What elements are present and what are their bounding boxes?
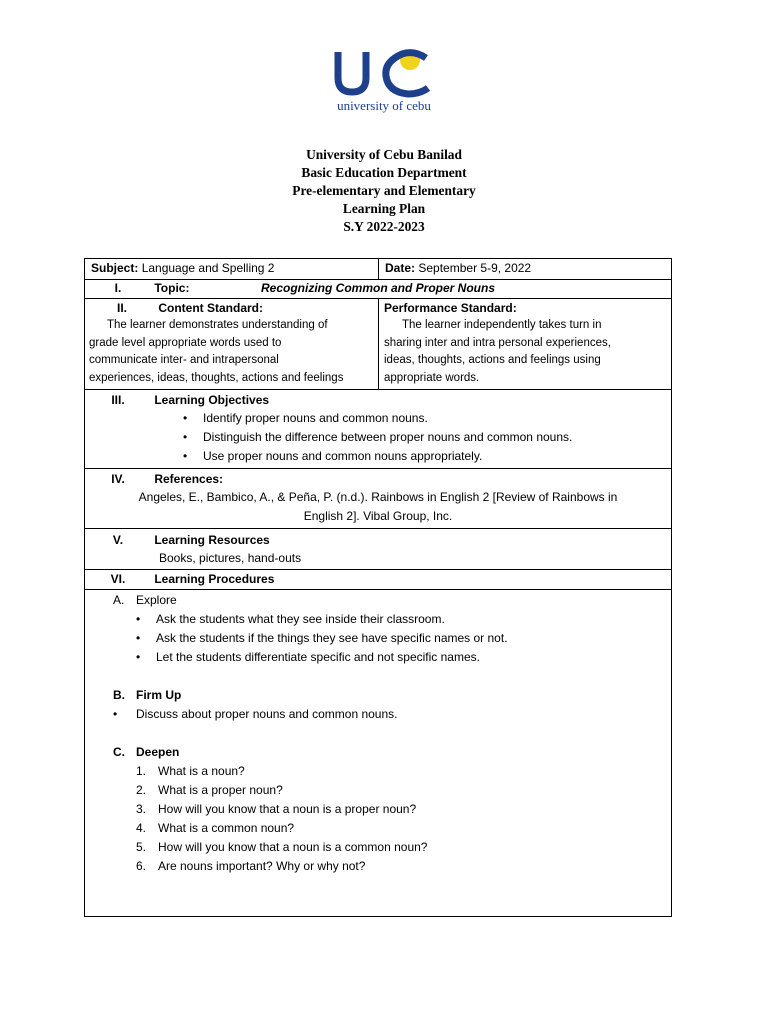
- subject-value: Language and Spelling 2: [141, 261, 275, 275]
- deepen-heading: [113, 743, 671, 762]
- deepen-item-text: What is a proper noun?: [158, 783, 283, 797]
- explore-item: • Let the students differentiate specific and not specific names.: [136, 648, 671, 667]
- firm-up-title: Firm Up: [136, 688, 182, 702]
- explore-list: [113, 610, 671, 667]
- deepen-list: [113, 762, 671, 876]
- deepen-item: [136, 800, 671, 819]
- objectives-row: [85, 390, 672, 469]
- deepen-item-text: How will you know that a noun is a proper noun?: [158, 802, 417, 816]
- explore-letter: A.: [113, 593, 125, 607]
- document-title: Learning Plan: [342, 201, 426, 216]
- deepen-item: [136, 838, 671, 857]
- objective-item: • Identify proper nouns and common nouns.: [183, 409, 671, 428]
- procedures-body-cell: [85, 590, 672, 917]
- procedures-label: Learning Procedures: [154, 572, 275, 586]
- procedures-header-cell: [85, 570, 672, 590]
- references-number: IV.: [111, 472, 125, 486]
- content-standard-number: II.: [116, 301, 127, 315]
- resources-row: [85, 529, 672, 570]
- firm-up-heading: [113, 686, 671, 705]
- content-standard-line: experiences, ideas, thoughts, actions and feelings: [89, 371, 344, 384]
- content-standard-line: communicate inter- and intrapersonal: [89, 354, 279, 366]
- deepen-item: [136, 762, 671, 781]
- learning-plan-table: [84, 258, 672, 917]
- deepen-item: [136, 781, 671, 800]
- objectives-cell: [85, 390, 672, 469]
- resources-value: Books, pictures, hand-outs: [159, 551, 302, 565]
- deepen-item-number: 3.: [136, 802, 147, 816]
- uc-logo-mark: [318, 44, 450, 116]
- deepen-item-text: How will you know that a noun is a common noun?: [158, 840, 428, 854]
- date-cell: [379, 259, 672, 280]
- procedures-body-row: [85, 590, 672, 917]
- content-standard-line: grade level appropriate words used to: [89, 336, 282, 349]
- firm-up-item: • Discuss about proper nouns and common nouns.: [113, 705, 671, 724]
- explore-item: • Ask the students what they see inside their classroom.: [136, 610, 671, 629]
- topic-row: [85, 280, 672, 299]
- subject-date-row: [85, 259, 672, 280]
- deepen-item-text: What is a common noun?: [158, 821, 295, 835]
- performance-standard-line: sharing inter and intra personal experiences,: [384, 336, 611, 349]
- reference-citation: [85, 488, 671, 526]
- firm-up-list: [113, 705, 671, 724]
- firm-up-letter: B.: [113, 688, 125, 702]
- logo-letter-u: [338, 52, 366, 92]
- objectives-label: Learning Objectives: [154, 393, 270, 407]
- objective-item: • Use proper nouns and common nouns appropriately.: [183, 447, 671, 466]
- objectives-list: [85, 409, 671, 466]
- explore-heading: [113, 591, 671, 610]
- explore-title: Explore: [136, 593, 177, 607]
- references-cell: [85, 469, 672, 529]
- date-label: Date:: [385, 261, 416, 275]
- level-name: Pre-elementary and Elementary: [292, 183, 476, 198]
- deepen-letter: C.: [113, 745, 125, 759]
- resources-cell: [85, 529, 672, 570]
- deepen-item-number: 5.: [136, 840, 147, 854]
- logo-text: university of cebu: [337, 98, 431, 113]
- department-name: Basic Education Department: [301, 165, 467, 180]
- deepen-item-number: 1.: [136, 764, 147, 778]
- objective-item: • Distinguish the difference between proper nouns and common nouns.: [183, 428, 671, 447]
- deepen-item-text: What is a noun?: [158, 764, 245, 778]
- deepen-item-number: 6.: [136, 859, 147, 873]
- performance-standard-line: ideas, thoughts, actions and feelings using: [384, 354, 601, 366]
- deepen-item-number: 4.: [136, 821, 147, 835]
- content-standard-text: [89, 317, 376, 387]
- performance-standard-line: appropriate words.: [384, 371, 480, 384]
- deepen-item: [136, 857, 671, 876]
- objectives-number: III.: [111, 393, 125, 407]
- resources-label: Learning Resources: [154, 533, 270, 547]
- deepen-title: Deepen: [136, 745, 180, 759]
- procedures-header-row: [85, 570, 672, 590]
- references-row: [85, 469, 672, 529]
- standards-row: [85, 299, 672, 390]
- resources-number: V.: [112, 533, 124, 547]
- subject-label: Subject:: [91, 261, 139, 275]
- topic-cell: [85, 280, 672, 299]
- performance-standard-label: Performance Standard:: [384, 301, 517, 315]
- content-standard-label: Content Standard:: [158, 301, 264, 315]
- references-label: References:: [154, 472, 224, 486]
- subject-cell: [85, 259, 379, 280]
- performance-standard-cell: [379, 299, 672, 390]
- school-year: S.Y 2022-2023: [343, 219, 425, 234]
- deepen-item-text: Are nouns important? Why or why not?: [158, 859, 366, 873]
- procedures-number: VI.: [110, 572, 126, 586]
- document-heading: [0, 146, 768, 236]
- reference-line: Angeles, E., Bambico, A., & Peña, P. (n.d.). Rainbows in English 2 [Review of Rainbows in: [138, 490, 618, 504]
- performance-standard-line: The learner independently takes turn in: [402, 319, 602, 331]
- topic-number: I.: [114, 281, 122, 295]
- topic-label: Topic:: [154, 281, 190, 295]
- explore-item: • Ask the students if the things they see have specific names or not.: [136, 629, 671, 648]
- procedures-body: [85, 590, 671, 876]
- deepen-item-number: 2.: [136, 783, 147, 797]
- deepen-item: [136, 819, 671, 838]
- reference-line: English 2]. Vibal Group, Inc.: [303, 509, 453, 523]
- content-standard-line: The learner demonstrates understanding of: [107, 319, 328, 331]
- date-value: September 5-9, 2022: [418, 261, 532, 275]
- content-standard-cell: [85, 299, 379, 390]
- performance-standard-text: [384, 317, 669, 387]
- university-logo: [318, 44, 450, 116]
- topic-title: Recognizing Common and Proper Nouns: [261, 281, 496, 295]
- school-name: University of Cebu Banilad: [306, 147, 462, 162]
